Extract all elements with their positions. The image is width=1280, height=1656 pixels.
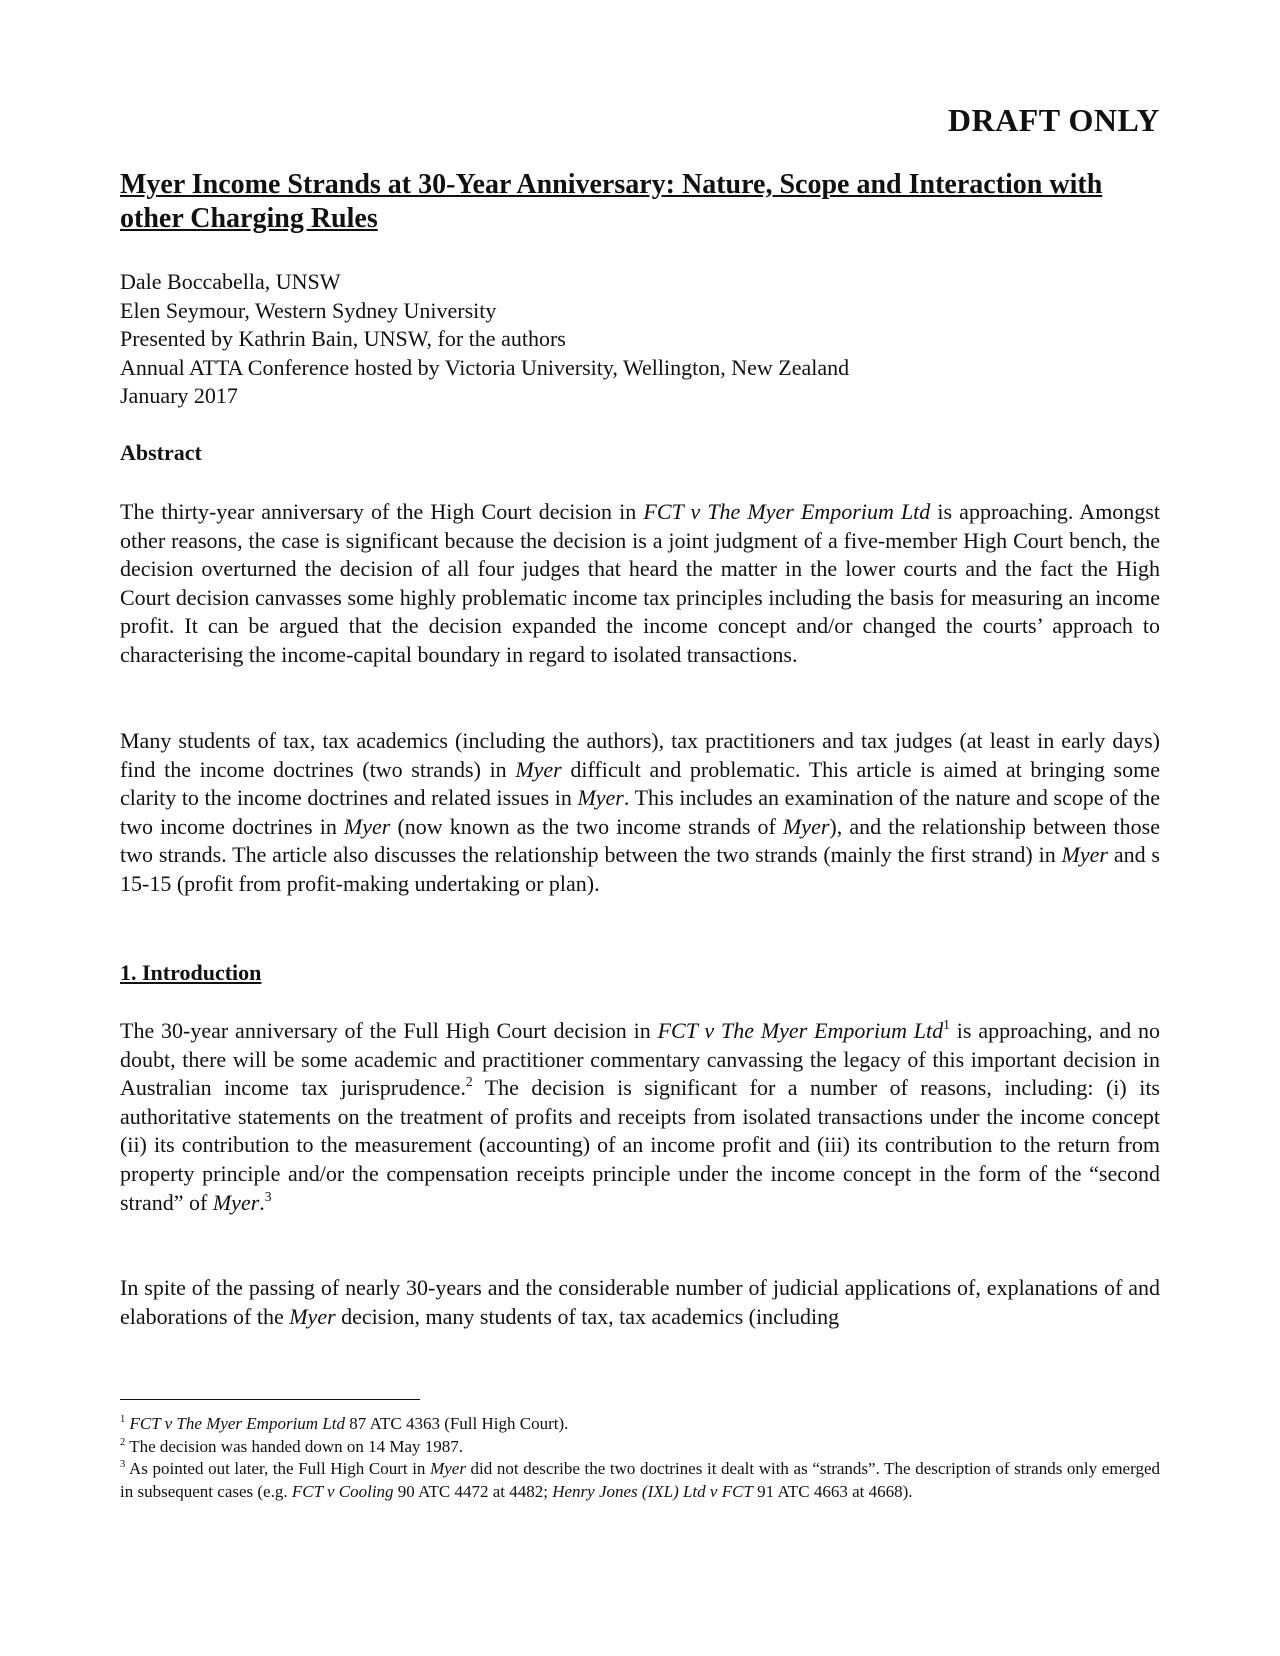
case-name: FCT v The Myer Emporium Ltd — [643, 499, 931, 524]
draft-label: DRAFT ONLY — [947, 102, 1160, 138]
conference-line: Annual ATTA Conference hosted by Victoria University, Wellington, New Zealand — [120, 354, 850, 380]
case-name: FCT v The Myer Emporium Ltd — [657, 1018, 944, 1043]
intro-paragraph-1: The 30-year anniversary of the Full High Court decision in FCT v The Myer Emporium Ltd$^1$ is approaching, and no doubt, there will be some academic and practitioner commentary canvassing the legacy of this important decision in Australian income tax jurisprudence.$^2$ The decision is significant for a number of reasons, including: (i) its authoritative statements on the treatment of profits and receipts from isolated transactions under the income concept (ii) its contribution to the measurement (accounting) of an income profit and (iii) its contribution to the return from property principle and/or the compensation receipts principle under the income concept in the form of the “second strand” of Myer.$^3$ — [120, 1017, 1160, 1215]
section-heading-introduction: 1. Introduction — [120, 960, 262, 985]
abstract-paragraph-2: Many students of tax, tax academics (including the authors), tax practitioners and tax judges (at least in early days) find the income doctrines (two strands) in Myer difficult and problematic. This article is aimed at bringing some clarity to the income doctrines and related issues in Myer. This includes an examination of the nature and scope of the two income doctrines in Myer (now known as the two income strands of Myer), and the relationship between those two strands. The article also discusses the relationship between the two strands (mainly the first strand) in Myer and s 15-15 (profit from profit-making undertaking or plan). — [120, 728, 1160, 896]
case-name: Myer — [212, 1189, 260, 1215]
author-line: Dale Boccabella, UNSW — [120, 269, 341, 294]
footnote-divider — [120, 1399, 420, 1400]
footnote-3: $^3$ As pointed out later, the Full High Court in Myer did not describe the two doctrines it dealt with as “strands”. The description of strands only emerged in subsequent cases (e.g. FCT v Cooling 90 ATC 4472 at 4482; Henry Jones (IXL) Ltd v FCT 91 ATC 4663 at 4668). — [120, 1459, 1160, 1501]
case-name: Myer — [289, 1303, 336, 1329]
date-line: January 2017 — [120, 383, 238, 408]
footnote-ref: 1 — [943, 1017, 950, 1033]
case-name: Myer — [782, 813, 830, 839]
case-name: Myer — [577, 785, 624, 811]
footnote-ref: 2 — [465, 1074, 473, 1090]
case-name: Myer — [343, 813, 391, 839]
author-line: Elen Seymour, Western Sydney University — [120, 297, 497, 323]
case-name: Myer — [1061, 842, 1108, 868]
presenter-line: Presented by Kathrin Bain, UNSW, for the authors — [120, 326, 566, 351]
author-block — [120, 268, 1160, 411]
footnote-1: $^1$ FCT v The Myer Emporium Ltd 87 ATC 4363 (Full High Court). — [120, 1414, 569, 1433]
footnote-ref: 3 — [264, 1188, 272, 1204]
intro-paragraph-2: In spite of the passing of nearly 30-years and the considerable number of judicial applications of, explanations of and elaborations of the Myer decision, many students of tax, tax academics (including — [120, 1275, 1160, 1329]
paper-title: Myer Income Strands at 30-Year Anniversary: Nature, Scope and Interaction with other Charging Rules — [120, 169, 1103, 234]
case-name: Myer — [515, 756, 562, 782]
case-name: FCT v The Myer Emporium Ltd — [129, 1414, 346, 1433]
footnote-2: $^2$ The decision was handed down on 14 May 1987. — [120, 1436, 464, 1456]
abstract-paragraph-1: The thirty-year anniversary of the High Court decision in FCT v The Myer Emporium Ltd is approaching. Amongst other reasons, the case is significant because the decision is a joint judgment of a five-member High Court bench, the decision overturned the decision of all four judges that heard the matter in the lower courts and the fact the High Court decision canvasses some highly problematic income tax principles including the basis for measuring an income profit. It can be argued that the decision expanded the income concept and/or changed the courts’ approach to characterising the income-capital boundary in regard to isolated transactions. — [120, 499, 1160, 667]
case-name: Myer — [430, 1459, 466, 1478]
footnotes — [120, 1413, 1160, 1503]
abstract-heading: Abstract — [120, 440, 202, 465]
case-name: FCT v Cooling — [291, 1481, 394, 1501]
case-name: Henry Jones (IXL) Ltd v FCT — [552, 1481, 753, 1501]
